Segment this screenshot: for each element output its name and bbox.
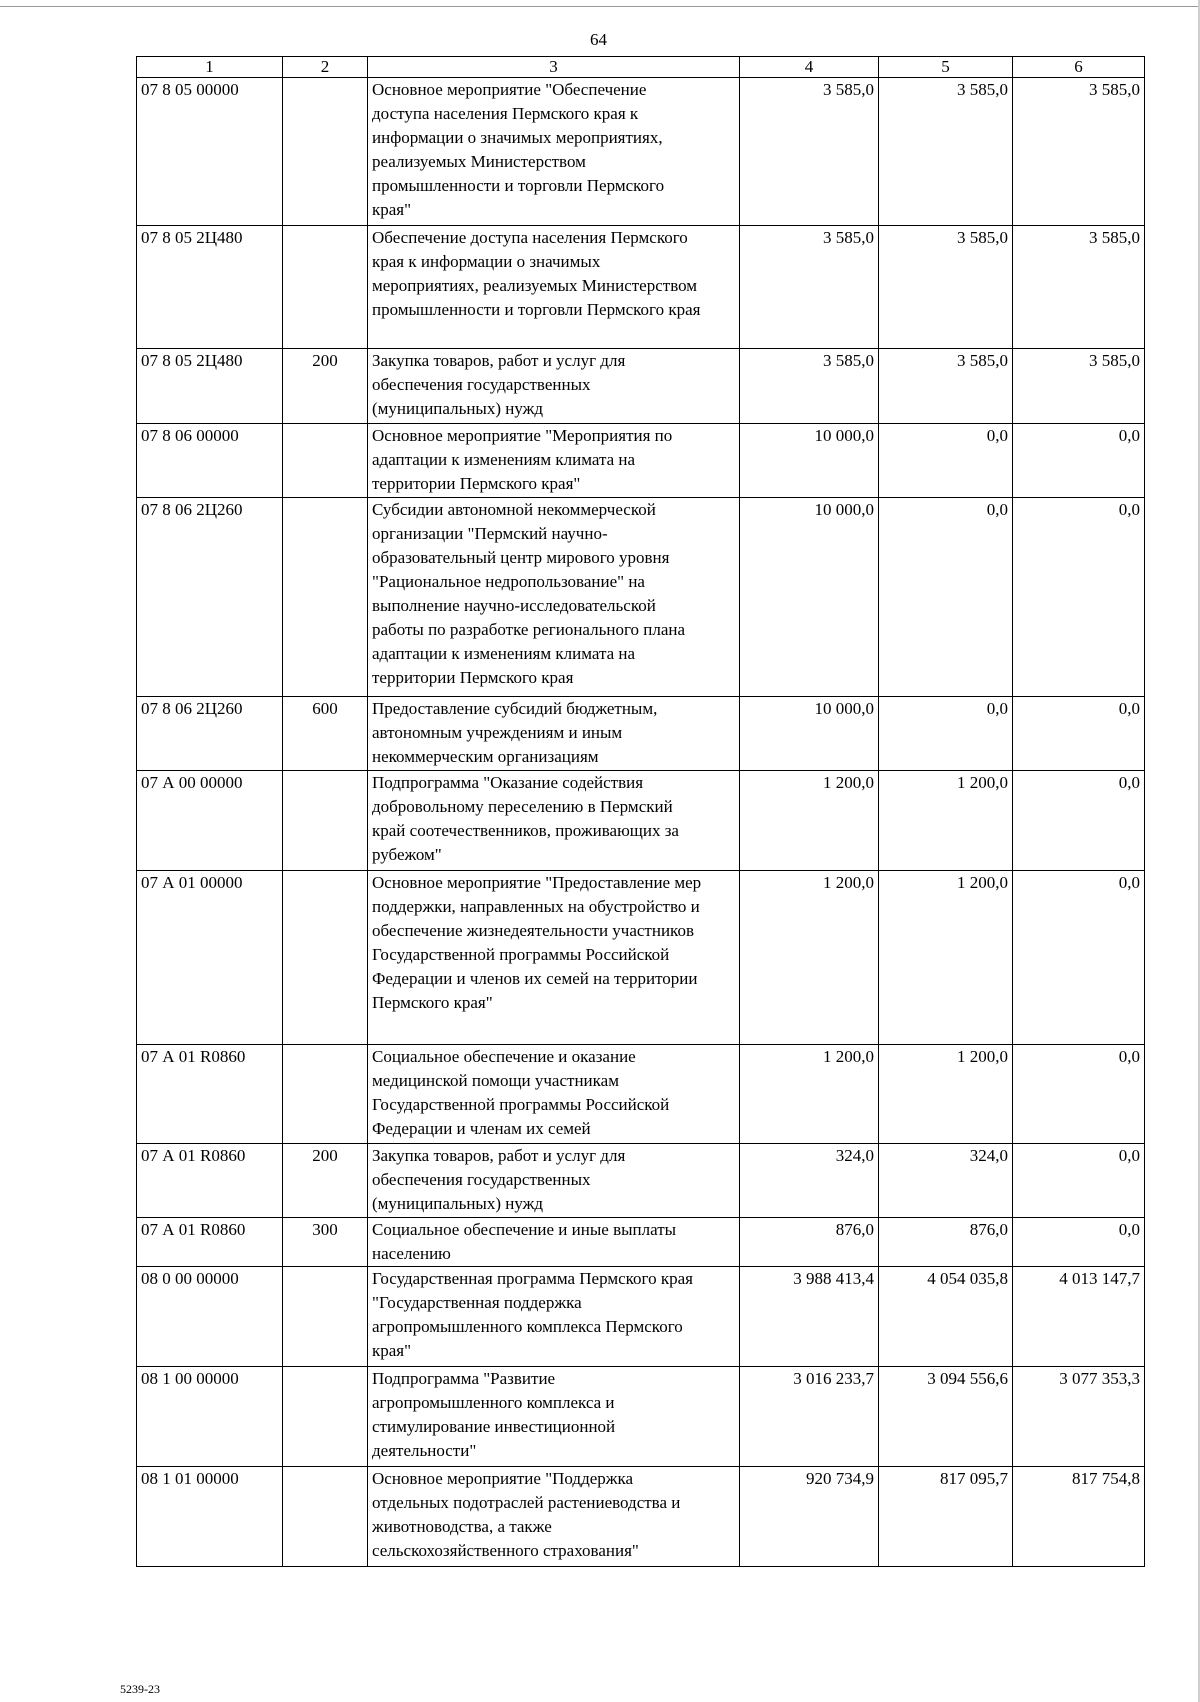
description-line: работы по разработке регионального плана	[372, 620, 686, 639]
table-row	[137, 226, 1145, 349]
target-code-cell: 07 А 01 R0860	[137, 1218, 283, 1267]
description-line: выполнение научно-исследовательской	[372, 596, 656, 615]
description-line: края"	[372, 200, 412, 219]
target-code-cell: 07 8 06 2Ц260	[137, 498, 283, 697]
description-line: Обеспечение доступа населения Пермского	[372, 228, 688, 247]
description-line: Закупка товаров, работ и услуг для	[372, 351, 626, 370]
description-cell	[368, 1045, 740, 1144]
description-line: информации о значимых мероприятиях,	[372, 128, 663, 147]
amount-col-5: 3 585,0	[879, 78, 1013, 226]
description-line: деятельности"	[372, 1441, 477, 1460]
amount-col-4: 876,0	[740, 1218, 879, 1267]
table-row	[137, 1367, 1145, 1467]
description-line: обеспечения государственных	[372, 1170, 591, 1189]
expense-type-cell: 200	[283, 349, 368, 424]
amount-col-5: 0,0	[879, 424, 1013, 498]
description-cell	[368, 1218, 740, 1267]
description-line: организации "Пермский научно-	[372, 524, 608, 543]
description-line: Государственной программы Российской	[372, 945, 670, 964]
description-line: (муниципальных) нужд	[372, 399, 544, 418]
description-line: обеспечение жизнедеятельности участников	[372, 921, 694, 940]
description-line: Субсидии автономной некоммерческой	[372, 500, 656, 519]
target-code-cell: 07 А 01 00000	[137, 871, 283, 1045]
description-line: промышленности и торговли Пермского края	[372, 300, 701, 319]
description-line: края к информации о значимых	[372, 252, 601, 271]
description-line: автономным учреждениям и иным	[372, 723, 623, 742]
description-line: Федерации и членов их семей на территории	[372, 969, 698, 988]
expense-type-cell: 600	[283, 697, 368, 771]
amount-col-4: 3 016 233,7	[740, 1367, 879, 1467]
amount-col-6: 3 585,0	[1013, 349, 1145, 424]
expense-type-cell	[283, 871, 368, 1045]
amount-col-5: 0,0	[879, 697, 1013, 771]
description-line: агропромышленного комплекса Пермского	[372, 1317, 683, 1336]
header-col-2: 2	[283, 57, 368, 78]
amount-col-5: 876,0	[879, 1218, 1013, 1267]
target-code-cell: 07 А 01 R0860	[137, 1144, 283, 1218]
target-code-cell: 08 0 00 00000	[137, 1267, 283, 1367]
top-border-line	[0, 6, 1200, 7]
description-cell	[368, 78, 740, 226]
description-line: мероприятиях, реализуемых Министерством	[372, 276, 698, 295]
description-cell	[368, 349, 740, 424]
description-line: промышленности и торговли Пермского	[372, 176, 665, 195]
header-col-1: 1	[137, 57, 283, 78]
amount-col-6: 0,0	[1013, 424, 1145, 498]
amount-col-5: 3 585,0	[879, 349, 1013, 424]
description-line: добровольному переселению в Пермский	[372, 797, 673, 816]
amount-col-6: 4 013 147,7	[1013, 1267, 1145, 1367]
description-cell	[368, 424, 740, 498]
description-line: Социальное обеспечение и оказание	[372, 1047, 636, 1066]
amount-col-4: 324,0	[740, 1144, 879, 1218]
document-code: 5239-23	[120, 1682, 160, 1696]
description-line: стимулирование инвестиционной	[372, 1417, 616, 1436]
description-line: адаптации к изменениям климата на	[372, 644, 636, 663]
amount-col-6: 0,0	[1013, 1045, 1145, 1144]
amount-col-5: 1 200,0	[879, 1045, 1013, 1144]
target-code-cell: 07 8 05 2Ц480	[137, 226, 283, 349]
description-line: обеспечения государственных	[372, 375, 591, 394]
table-row	[137, 1267, 1145, 1367]
amount-col-4: 10 000,0	[740, 498, 879, 697]
table-row	[137, 1218, 1145, 1267]
table-row	[137, 871, 1145, 1045]
amount-col-4: 1 200,0	[740, 771, 879, 871]
amount-col-4: 3 585,0	[740, 349, 879, 424]
header-col-5: 5	[879, 57, 1013, 78]
amount-col-6: 0,0	[1013, 1144, 1145, 1218]
description-line: (муниципальных) нужд	[372, 1194, 544, 1213]
description-line: некоммерческим организациям	[372, 747, 599, 766]
expense-type-cell	[283, 1045, 368, 1144]
table-row	[137, 697, 1145, 771]
target-code-cell: 07 А 01 R0860	[137, 1045, 283, 1144]
table-row	[137, 771, 1145, 871]
description-line: сельскохозяйственного страхования"	[372, 1541, 639, 1560]
amount-col-5: 817 095,7	[879, 1467, 1013, 1567]
amount-col-5: 3 094 556,6	[879, 1367, 1013, 1467]
description-line: "Рациональное недропользование" на	[372, 572, 645, 591]
amount-col-6: 3 077 353,3	[1013, 1367, 1145, 1467]
amount-col-5: 1 200,0	[879, 871, 1013, 1045]
amount-col-5: 4 054 035,8	[879, 1267, 1013, 1367]
description-line: Подпрограмма "Оказание содействия	[372, 773, 644, 792]
description-line: территории Пермского края"	[372, 474, 581, 493]
table-row	[137, 349, 1145, 424]
description-cell	[368, 498, 740, 697]
amount-col-6: 0,0	[1013, 771, 1145, 871]
amount-col-4: 3 585,0	[740, 78, 879, 226]
amount-col-6: 0,0	[1013, 1218, 1145, 1267]
expense-type-cell	[283, 1267, 368, 1367]
table-row	[137, 424, 1145, 498]
description-line: "Государственная поддержка	[372, 1293, 582, 1312]
amount-col-4: 1 200,0	[740, 1045, 879, 1144]
target-code-cell: 08 1 01 00000	[137, 1467, 283, 1567]
expense-type-cell	[283, 771, 368, 871]
header-col-6: 6	[1013, 57, 1145, 78]
description-cell	[368, 226, 740, 349]
amount-col-4: 3 988 413,4	[740, 1267, 879, 1367]
description-line: отдельных подотраслей растениеводства и	[372, 1493, 681, 1512]
description-cell	[368, 1367, 740, 1467]
description-cell	[368, 697, 740, 771]
expense-type-cell: 200	[283, 1144, 368, 1218]
description-line: Предоставление субсидий бюджетным,	[372, 699, 658, 718]
description-line: край соотечественников, проживающих за	[372, 821, 679, 840]
description-line: животноводства, а также	[372, 1517, 552, 1536]
description-line: рубежом"	[372, 845, 442, 864]
description-line: поддержки, направленных на обустройство и	[372, 897, 700, 916]
page-number: 64	[590, 30, 607, 49]
description-line: Федерации и членам их семей	[372, 1119, 591, 1138]
description-line: медицинской помощи участникам	[372, 1071, 619, 1090]
description-line: адаптации к изменениям климата на	[372, 450, 636, 469]
description-cell	[368, 1144, 740, 1218]
table-row	[137, 1144, 1145, 1218]
description-line: Основное мероприятие "Предоставление мер	[372, 873, 702, 892]
description-line: Государственная программа Пермского края	[372, 1269, 693, 1288]
amount-col-5: 1 200,0	[879, 771, 1013, 871]
target-code-cell: 07 А 00 00000	[137, 771, 283, 871]
amount-col-4: 920 734,9	[740, 1467, 879, 1567]
target-code-cell: 07 8 06 2Ц260	[137, 697, 283, 771]
description-line: Подпрограмма "Развитие	[372, 1369, 556, 1388]
target-code-cell: 07 8 06 00000	[137, 424, 283, 498]
table-row	[137, 1467, 1145, 1567]
amount-col-6: 0,0	[1013, 871, 1145, 1045]
description-line: территории Пермского края	[372, 668, 574, 687]
header-col-3: 3	[368, 57, 740, 78]
target-code-cell: 07 8 05 2Ц480	[137, 349, 283, 424]
amount-col-6: 3 585,0	[1013, 226, 1145, 349]
description-line: реализуемых Министерством	[372, 152, 586, 171]
amount-col-6: 0,0	[1013, 697, 1145, 771]
header-row	[137, 57, 1145, 78]
description-line: Основное мероприятие "Мероприятия по	[372, 426, 673, 445]
target-code-cell: 07 8 05 00000	[137, 78, 283, 226]
description-line: Основное мероприятие "Обеспечение	[372, 80, 647, 99]
table-row	[137, 498, 1145, 697]
amount-col-4: 3 585,0	[740, 226, 879, 349]
amount-col-5: 3 585,0	[879, 226, 1013, 349]
description-line: Пермского края"	[372, 993, 493, 1012]
expense-type-cell	[283, 1367, 368, 1467]
description-cell	[368, 871, 740, 1045]
header-col-4: 4	[740, 57, 879, 78]
expense-type-cell	[283, 78, 368, 226]
amount-col-5: 324,0	[879, 1144, 1013, 1218]
expense-type-cell	[283, 424, 368, 498]
amount-col-6: 3 585,0	[1013, 78, 1145, 226]
expense-type-cell: 300	[283, 1218, 368, 1267]
budget-table	[136, 56, 1145, 1567]
description-line: края"	[372, 1341, 412, 1360]
target-code-cell: 08 1 00 00000	[137, 1367, 283, 1467]
description-line: населению	[372, 1244, 451, 1263]
expense-type-cell	[283, 498, 368, 697]
description-line: доступа населения Пермского края к	[372, 104, 639, 123]
amount-col-4: 1 200,0	[740, 871, 879, 1045]
amount-col-6: 0,0	[1013, 498, 1145, 697]
expense-type-cell	[283, 1467, 368, 1567]
amount-col-4: 10 000,0	[740, 697, 879, 771]
description-line: Основное мероприятие "Поддержка	[372, 1469, 634, 1488]
description-cell	[368, 1267, 740, 1367]
description-line: Государственной программы Российской	[372, 1095, 670, 1114]
table-row	[137, 1045, 1145, 1144]
description-line: Закупка товаров, работ и услуг для	[372, 1146, 626, 1165]
description-cell	[368, 771, 740, 871]
amount-col-4: 10 000,0	[740, 424, 879, 498]
expense-type-cell	[283, 226, 368, 349]
description-cell	[368, 1467, 740, 1567]
description-line: агропромышленного комплекса и	[372, 1393, 615, 1412]
amount-col-6: 817 754,8	[1013, 1467, 1145, 1567]
table-row	[137, 78, 1145, 226]
description-line: Социальное обеспечение и иные выплаты	[372, 1220, 677, 1239]
amount-col-5: 0,0	[879, 498, 1013, 697]
description-line: образовательный центр мирового уровня	[372, 548, 670, 567]
